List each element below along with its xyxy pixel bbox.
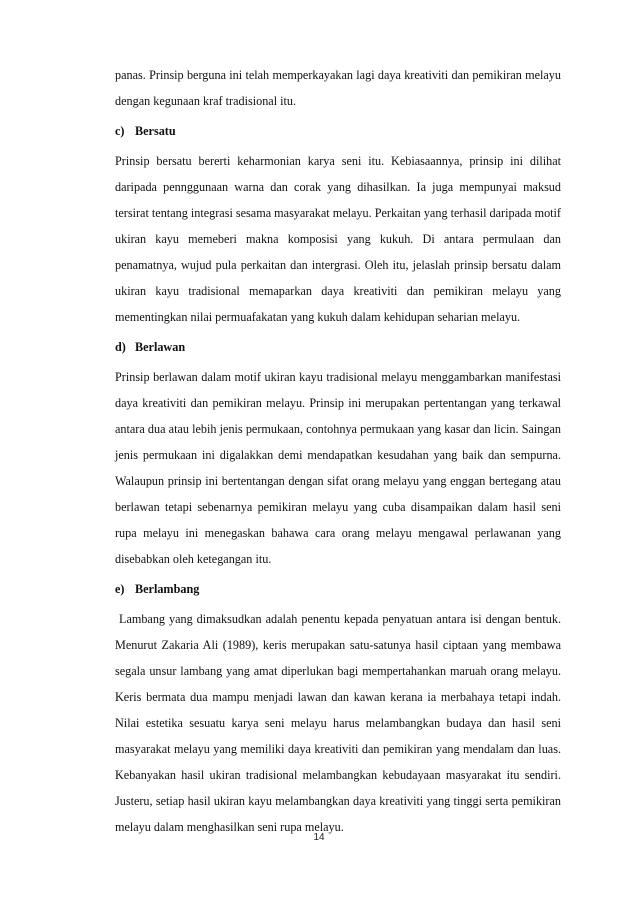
section-title: Berlambang <box>135 582 200 596</box>
section-heading-bersatu <box>115 114 561 148</box>
section-letter: e) <box>115 582 125 596</box>
section-letter: d) <box>115 340 126 354</box>
section-body-bersatu: Prinsip bersatu bererti keharmonian karya seni itu. Kebiasaannya, prinsip ini dilihat daripada pennggunaan warna dan corak yang dihasilkan. Ia juga mempunyai maksud tersirat tentang integrasi sesama masyarakat melayu. Perkaitan yang terhasil daripada motif ukiran kayu memeberi makna komposisi yang kukuh. Di antara permulaan dan penamatnya, wujud pula perkaitan dan intergrasi. Oleh itu, jelaslah prinsip bersatu dalam ukiran kayu tradisional memaparkan daya kreativiti dan pemikiran melayu yang mementingkan nilai permuafakatan yang kukuh dalam kehidupan seharian melayu. <box>115 154 561 324</box>
section-title: Berlawan <box>135 340 186 354</box>
section-heading-berlawan <box>115 330 561 364</box>
document-page <box>115 62 561 840</box>
intro-paragraph: panas. Prinsip berguna ini telah memperkayakan lagi daya kreativiti dan pemikiran melayu dengan kegunaan kraf tradisional itu. <box>115 68 561 108</box>
section-body-berlambang: Lambang yang dimaksudkan adalah penentu kepada penyatuan antara isi dengan bentuk. Menurut Zakaria Ali (1989), keris merupakan satu-satunya hasil ciptaan yang membawa segala unsur lambang yang amat diperlukan bagi mempertahankan maruah orang melayu. Keris bermata dua mampu menjadi lawan dan kawan kerana ia merbahaya tetapi indah. Nilai estetika sesuatu karya seni melayu harus melambangkan budaya dan hasil seni masyarakat melayu yang memiliki daya kreativiti dan pemikiran yang mendalam dan luas. Kebanyakan hasil ukiran tradisional melambangkan kebudayaan masyarakat itu sendiri. Justeru, setiap hasil ukiran kayu melambangkan daya kreativiti yang tinggi serta pemikiran melayu dalam menghasilkan seni rupa melayu. <box>115 612 561 834</box>
page-number: 14 <box>313 832 325 843</box>
section-title: Bersatu <box>135 124 176 138</box>
section-letter: c) <box>115 124 125 138</box>
section-body-berlawan: Prinsip berlawan dalam motif ukiran kayu tradisional melayu menggambarkan manifestasi daya kreativiti dan pemikiran melayu. Prinsip ini merupakan pertentangan yang terkawal antara dua atau lebih jenis permukaan, contohnya permukaan yang kasar dan licin. Saingan jenis permukaan ini digalakkan demi mendapatkan kesudahan yang baik dan sempurna. Walaupun prinsip ini bertentangan dengan sifat orang melayu yang enggan bertegang atau berlawan tetapi sebenarnya pemikiran melayu yang cuba disampaikan dalam hasil seni rupa melayu ini menegaskan bahawa cara orang melayu mengawal perlawanan yang disebabkan oleh ketegangan itu. <box>115 370 561 566</box>
section-heading-berlambang <box>115 572 561 606</box>
